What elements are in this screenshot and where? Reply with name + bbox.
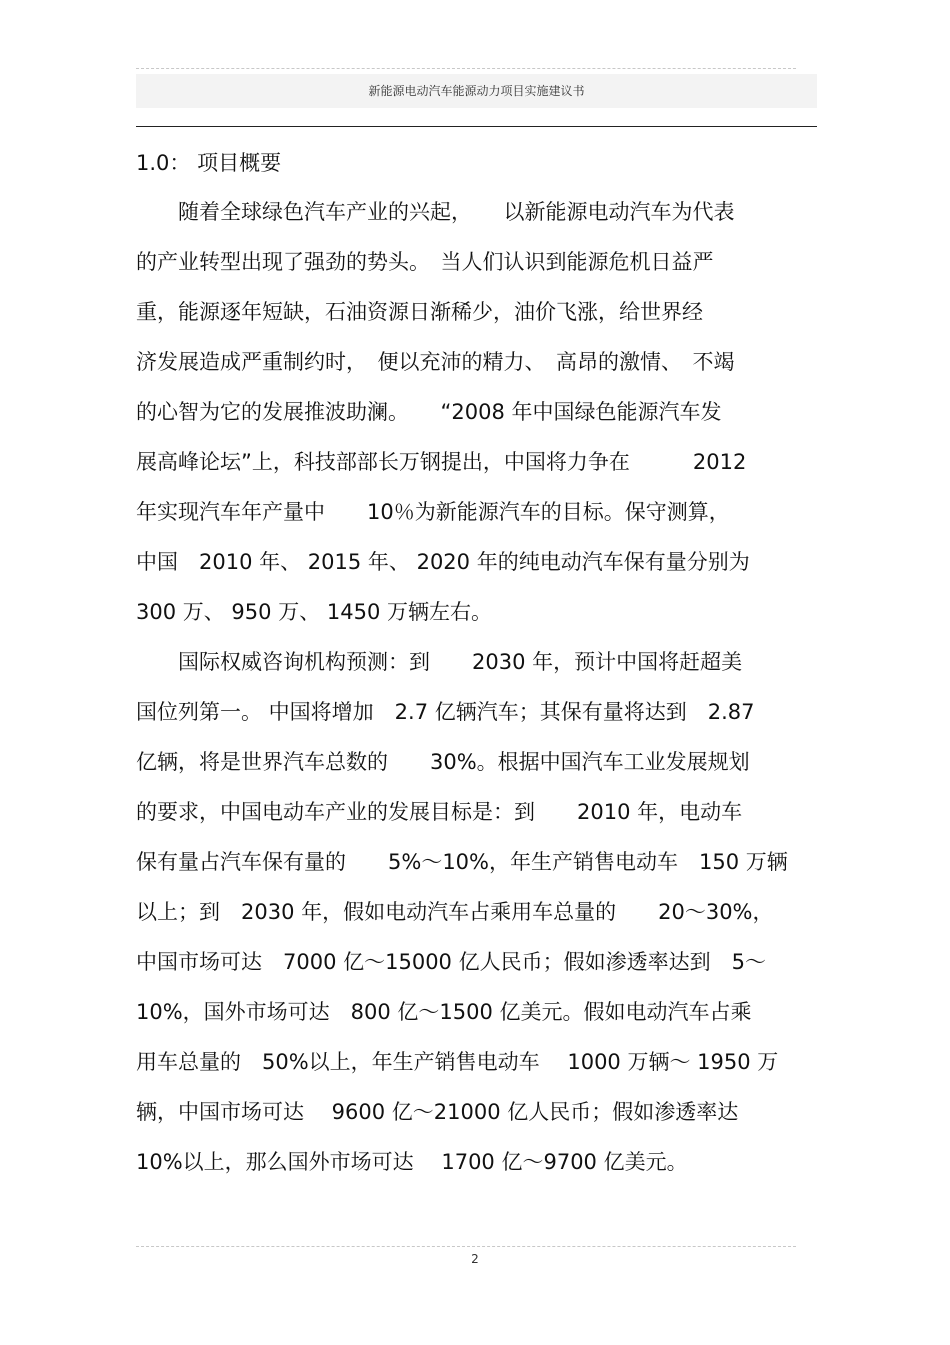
paragraph-line: 10%以上，那么国外市场可达 1700 亿～9700 亿美元。: [136, 1150, 688, 1174]
running-header: 新能源电动汽车能源动力项目实施建议书: [368, 84, 585, 98]
paragraph-line: 济发展造成严重制约时， 便以充沛的精力、 高昂的激情、 不竭: [136, 350, 735, 374]
paragraph-line: 国际权威咨询机构预测：到 2030 年，预计中国将赶超美: [136, 650, 743, 674]
paragraph-line: 以上；到 2030 年，假如电动汽车占乘用车总量的 20～30%，: [136, 900, 774, 924]
header-rule: [136, 126, 817, 127]
paragraph-line: 用车总量的 50%以上，年生产销售电动车 1000 万辆～ 1950 万: [136, 1050, 779, 1074]
paragraph-line: 随着全球绿色汽车产业的兴起， 以新能源电动汽车为代表: [136, 200, 735, 224]
paragraph-line: 保有量占汽车保有量的 5%～10%，年生产销售电动车 150 万辆: [136, 850, 788, 874]
paragraph-line: 辆，中国市场可达 9600 亿～21000 亿人民币；假如渗透率达: [136, 1100, 739, 1124]
footer-dashed-line: [136, 1246, 796, 1247]
header-dashed-line: [136, 68, 796, 69]
paragraph-line: 的要求，中国电动车产业的发展目标是：到 2010 年，电动车: [136, 800, 743, 824]
paragraph-1: [136, 187, 826, 637]
paragraph-line: 亿辆，将是世界汽车总数的 30%。根据中国汽车工业发展规划: [136, 750, 750, 774]
paragraph-line: 的心智为它的发展推波助澜。 “2008 年中国绿色能源汽车发: [136, 400, 722, 424]
paragraph-line: 国位列第一。 中国将增加 2.7 亿辆汽车；其保有量将达到 2.87: [136, 700, 755, 724]
paragraph-line: 年实现汽车年产量中 10％为新能源汽车的目标。保守测算，: [136, 500, 730, 524]
paragraph-line: 10%，国外市场可达 800 亿～1500 亿美元。假如电动汽车占乘: [136, 1000, 752, 1024]
paragraph-line: 展高峰论坛”上，科技部部长万钢提出，中国将力争在 2012: [136, 450, 747, 474]
paragraph-line: 300 万、 950 万、 1450 万辆左右。: [136, 600, 492, 624]
paragraph-line: 中国市场可达 7000 亿～15000 亿人民币；假如渗透率达到 5～: [136, 950, 766, 974]
paragraph-line: 的产业转型出现了强劲的势头。 当人们认识到能源危机日益严: [136, 250, 714, 274]
paragraph-2: [136, 637, 826, 1187]
page-number: 2: [471, 1252, 479, 1266]
paragraph-line: 重，能源逐年短缺，石油资源日渐稀少，油价飞涨，给世界经: [136, 300, 703, 324]
section-title: 1.0： 项目概要: [136, 151, 282, 175]
paragraph-line: 中国 2010 年、 2015 年、 2020 年的纯电动汽车保有量分别为: [136, 550, 750, 574]
